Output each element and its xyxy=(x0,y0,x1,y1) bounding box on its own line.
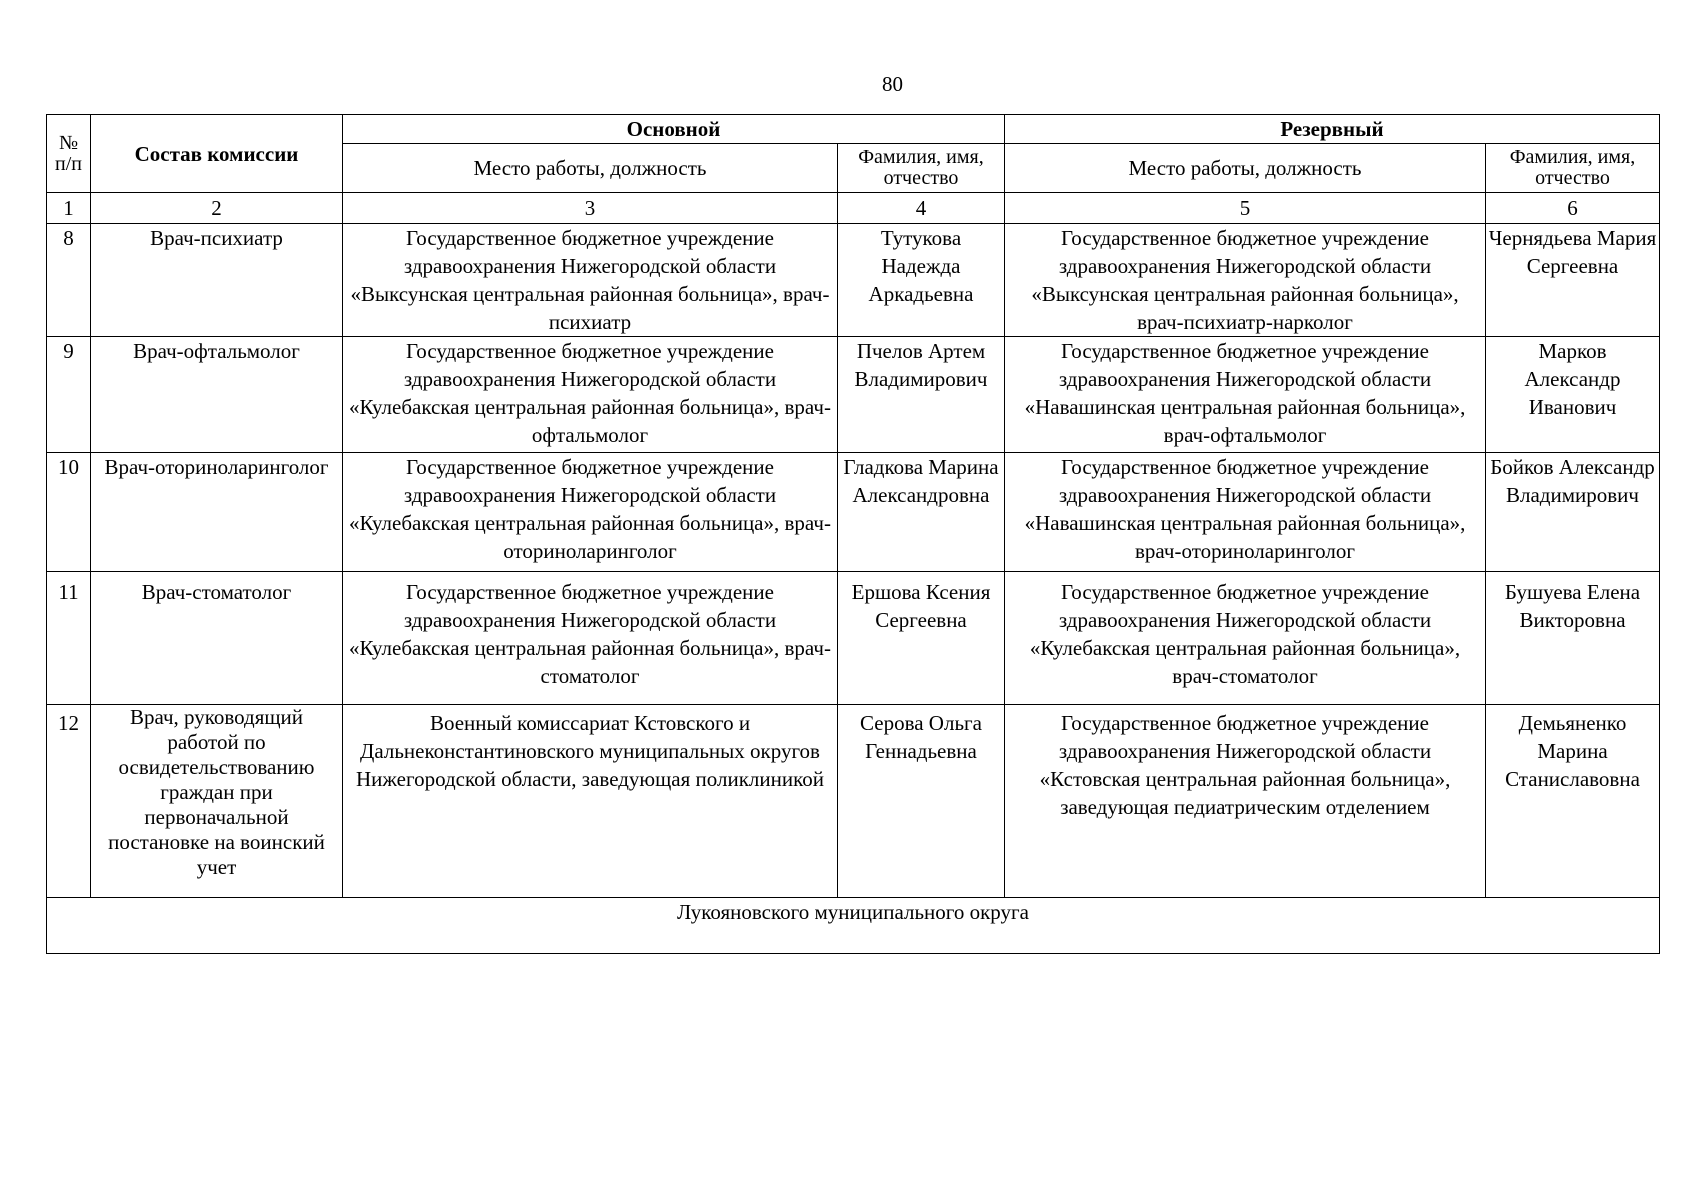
reserve-workplace: Государственное бюджетное учреждение здравоохранения Нижегородской области «Выксунская центральная районная больница», врач-психиатр-нарколог xyxy=(1005,224,1486,337)
column-number: 3 xyxy=(343,193,838,224)
header-num: № п/п xyxy=(47,115,91,193)
table-row xyxy=(47,224,1660,337)
reserve-workplace: Государственное бюджетное учреждение здравоохранения Нижегородской области «Навашинская центральная районная больница», врач-оториноларинголог xyxy=(1005,453,1486,572)
section-row xyxy=(47,898,1660,954)
row-number: 11 xyxy=(47,572,91,705)
header-composition: Состав комиссии xyxy=(91,115,343,193)
row-number: 10 xyxy=(47,453,91,572)
reserve-workplace: Государственное бюджетное учреждение здравоохранения Нижегородской области «Навашинская центральная районная больница», врач-офтальмолог xyxy=(1005,337,1486,453)
commission-role: Врач-психиатр xyxy=(91,224,343,337)
header-reserve-fio: Фамилия, имя, отчество xyxy=(1486,144,1660,193)
column-number: 4 xyxy=(838,193,1005,224)
column-number: 5 xyxy=(1005,193,1486,224)
row-number: 12 xyxy=(47,705,91,898)
commission-role: Врач-оториноларинголог xyxy=(91,453,343,572)
table-row xyxy=(47,453,1660,572)
main-fio: Гладкова Марина Александровна xyxy=(838,453,1005,572)
reserve-fio: Чернядьева Мария Сергеевна xyxy=(1486,224,1660,337)
reserve-workplace: Государственное бюджетное учреждение здравоохранения Нижегородской области «Кстовская центральная районная больница», заведующая педиатрическим отделением xyxy=(1005,705,1486,898)
main-fio: Серова Ольга Геннадьевна xyxy=(838,705,1005,898)
column-number: 1 xyxy=(47,193,91,224)
header-main-workplace: Место работы, должность xyxy=(343,144,838,193)
commission-role: Врач-офтальмолог xyxy=(91,337,343,453)
main-fio: Пчелов Артем Владимирович xyxy=(838,337,1005,453)
column-number: 2 xyxy=(91,193,343,224)
reserve-fio: Демьяненко Марина Станиславовна xyxy=(1486,705,1660,898)
header-row-1 xyxy=(47,115,1660,144)
page-number: 80 xyxy=(882,72,903,96)
main-workplace: Государственное бюджетное учреждение здравоохранения Нижегородской области «Кулебакская центральная районная больница», врач-стоматолог xyxy=(343,572,838,705)
reserve-fio: Марков Александр Иванович xyxy=(1486,337,1660,453)
header-main-fio: Фамилия, имя, отчество xyxy=(838,144,1005,193)
header-reserve-workplace: Место работы, должность xyxy=(1005,144,1486,193)
main-workplace: Государственное бюджетное учреждение здравоохранения Нижегородской области «Выксунская центральная районная больница», врач-психиатр xyxy=(343,224,838,337)
commission-table xyxy=(46,114,1660,954)
main-workplace: Государственное бюджетное учреждение здравоохранения Нижегородской области «Кулебакская центральная районная больница», врач-оториноларинголог xyxy=(343,453,838,572)
section-title: Лукояновского муниципального округа xyxy=(47,898,1660,954)
commission-role: Врач, руководящий работой по освидетельствованию граждан при первоначальной постановке на воинский учет xyxy=(91,705,343,898)
table-row xyxy=(47,572,1660,705)
table-row xyxy=(47,337,1660,453)
reserve-workplace: Государственное бюджетное учреждение здравоохранения Нижегородской области «Кулебакская центральная районная больница», врач-стоматолог xyxy=(1005,572,1486,705)
main-workplace: Государственное бюджетное учреждение здравоохранения Нижегородской области «Кулебакская центральная районная больница», врач-офтальмолог xyxy=(343,337,838,453)
commission-role: Врач-стоматолог xyxy=(91,572,343,705)
header-reserve: Резервный xyxy=(1005,115,1660,144)
row-number: 9 xyxy=(47,337,91,453)
row-number: 8 xyxy=(47,224,91,337)
header-main: Основной xyxy=(343,115,1005,144)
reserve-fio: Бушуева Елена Викторовна xyxy=(1486,572,1660,705)
main-workplace: Военный комиссариат Кстовского и Дальнеконстантиновского муниципальных округов Нижегородской области, заведующая поликлиникой xyxy=(343,705,838,898)
reserve-fio: Бойков Александр Владимирович xyxy=(1486,453,1660,572)
column-number: 6 xyxy=(1486,193,1660,224)
column-number-row xyxy=(47,193,1660,224)
main-fio: Ершова Ксения Сергеевна xyxy=(838,572,1005,705)
table-row xyxy=(47,705,1660,898)
main-fio: Тутукова Надежда Аркадьевна xyxy=(838,224,1005,337)
